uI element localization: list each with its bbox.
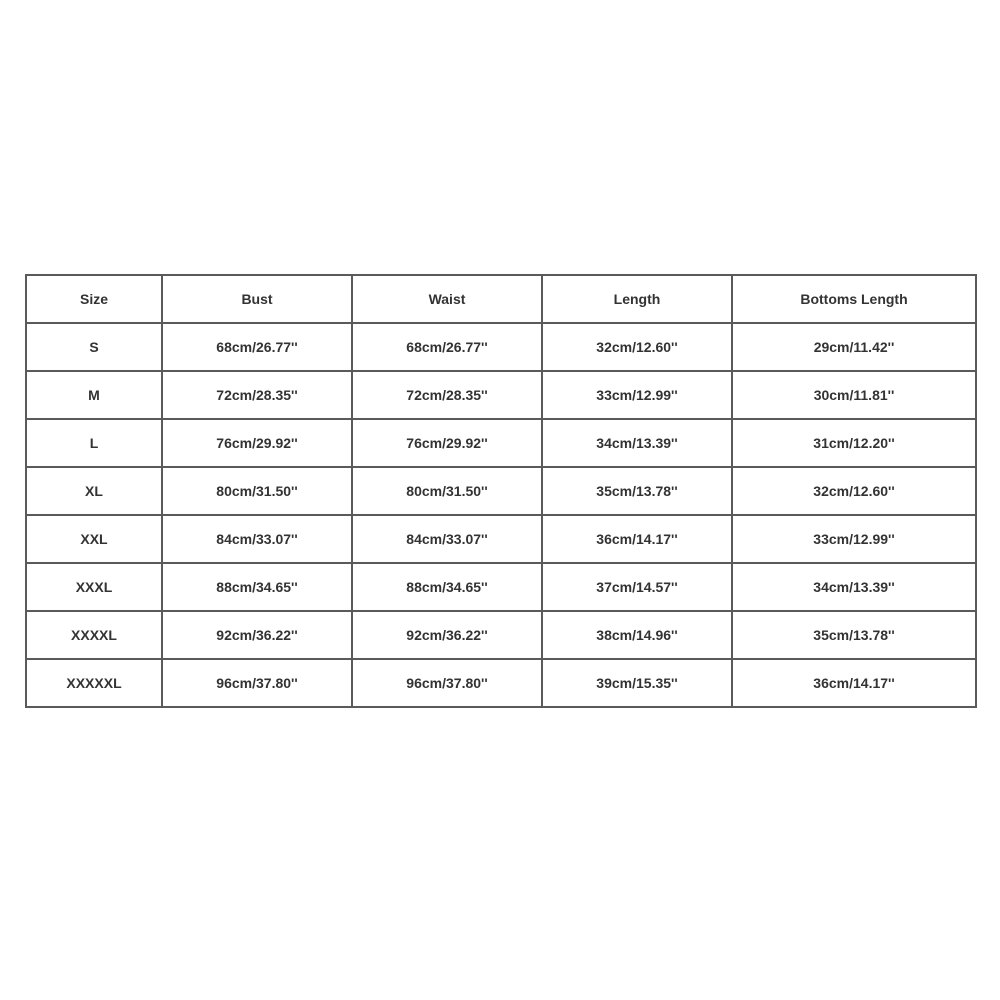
cell-bust: 92cm/36.22'' [162,611,352,659]
cell-bottoms-length: 36cm/14.17'' [732,659,976,707]
cell-size: XXXXXL [26,659,162,707]
cell-bust: 88cm/34.65'' [162,563,352,611]
table-row [26,323,976,371]
cell-length: 38cm/14.96'' [542,611,732,659]
cell-bottoms-length: 35cm/13.78'' [732,611,976,659]
cell-waist: 76cm/29.92'' [352,419,542,467]
cell-length: 33cm/12.99'' [542,371,732,419]
cell-bottoms-length: 31cm/12.20'' [732,419,976,467]
header-bust: Bust [162,275,352,323]
table-row [26,371,976,419]
cell-length: 34cm/13.39'' [542,419,732,467]
cell-waist: 80cm/31.50'' [352,467,542,515]
cell-bust: 68cm/26.77'' [162,323,352,371]
header-size: Size [26,275,162,323]
size-chart-table [25,274,977,708]
cell-size: XXXXL [26,611,162,659]
cell-bust: 76cm/29.92'' [162,419,352,467]
cell-length: 37cm/14.57'' [542,563,732,611]
cell-length: 36cm/14.17'' [542,515,732,563]
cell-length: 39cm/15.35'' [542,659,732,707]
cell-waist: 88cm/34.65'' [352,563,542,611]
table-row [26,611,976,659]
cell-size: L [26,419,162,467]
table-row [26,563,976,611]
cell-waist: 72cm/28.35'' [352,371,542,419]
cell-bottoms-length: 33cm/12.99'' [732,515,976,563]
cell-size: M [26,371,162,419]
header-waist: Waist [352,275,542,323]
header-bottoms-length: Bottoms Length [732,275,976,323]
cell-size: S [26,323,162,371]
cell-length: 35cm/13.78'' [542,467,732,515]
cell-bottoms-length: 34cm/13.39'' [732,563,976,611]
cell-bust: 84cm/33.07'' [162,515,352,563]
cell-size: XXL [26,515,162,563]
cell-length: 32cm/12.60'' [542,323,732,371]
cell-size: XXXL [26,563,162,611]
cell-bottoms-length: 32cm/12.60'' [732,467,976,515]
table-row [26,659,976,707]
cell-bust: 80cm/31.50'' [162,467,352,515]
cell-bust: 72cm/28.35'' [162,371,352,419]
cell-waist: 96cm/37.80'' [352,659,542,707]
cell-bottoms-length: 29cm/11.42'' [732,323,976,371]
cell-waist: 92cm/36.22'' [352,611,542,659]
table-row [26,467,976,515]
cell-bottoms-length: 30cm/11.81'' [732,371,976,419]
header-length: Length [542,275,732,323]
cell-size: XL [26,467,162,515]
table-row [26,515,976,563]
table-header-row [26,275,976,323]
cell-bust: 96cm/37.80'' [162,659,352,707]
cell-waist: 84cm/33.07'' [352,515,542,563]
cell-waist: 68cm/26.77'' [352,323,542,371]
table-row [26,419,976,467]
table-body [26,323,976,707]
